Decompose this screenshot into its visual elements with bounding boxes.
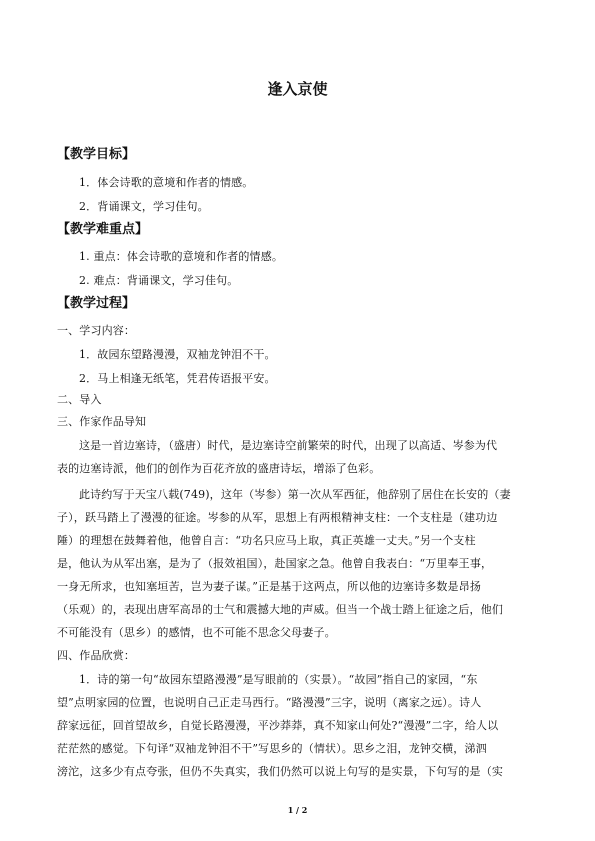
paragraph-line: 不可能没有（思乡）的感情，也不可能不思念父母妻子。 — [57, 626, 336, 639]
process-heading: 四、作品欣赏： — [57, 649, 136, 662]
paragraph-line: 陲）的理想在鼓舞着他，他曾自言：“功名只应马上取，真正英雄一丈夫。”另一个支柱 — [57, 534, 476, 547]
section-heading-goals: 【教学目标】 — [57, 147, 136, 162]
paragraph-line: 这是一首边塞诗，（盛唐）时代，是边塞诗空前繁荣的时代，出现了以高适、岑参为代 — [79, 439, 498, 452]
page-number: 1 / 2 — [287, 805, 308, 815]
section-heading-key-points: 【教学难重点】 — [57, 222, 149, 237]
goal-item: 2．背诵课文，学习佳句。 — [79, 200, 209, 213]
process-heading: 三、作家作品导知 — [57, 415, 147, 428]
paragraph-line: 滂沱，这多少有点夸张，但仍不失真实，我们仍然可以说上句写的是实景，下句写的是（实 — [57, 765, 503, 778]
paragraph-line: 此诗约写于天宝八载(749)，这年（岑参）第一次从军西征，他辞别了居住在长安的（妻 — [79, 488, 511, 501]
poem-line: 1．故园东望路漫漫，双袖龙钟泪不干。 — [79, 348, 276, 361]
paragraph-line: 表的边塞诗派，他们的创作为百花齐放的盛唐诗坛，增添了色彩。 — [57, 462, 381, 475]
page-title: 逢入京使 — [267, 80, 328, 98]
paragraph-line: 辞家远征，回首望故乡，自觉长路漫漫，平沙莽莽，真不知家山何处?“漫漫”二字，给人以 — [57, 719, 499, 732]
poem-line: 2．马上相逢无纸笔，凭君传语报平安。 — [79, 372, 276, 385]
key-point-item: 1. 重点：体会诗歌的意境和作者的情感。 — [79, 250, 283, 263]
key-point-item: 2. 难点：背诵课文，学习佳句。 — [79, 274, 239, 287]
goal-item: 1．体会诗歌的意境和作者的情感。 — [79, 176, 254, 189]
process-heading: 一、学习内容： — [57, 324, 136, 337]
section-heading-process: 【教学过程】 — [57, 296, 136, 311]
paragraph-line: 子），跃马踏上了漫漫的征途。岑参的从军，思想上有两根精神支柱：一个支柱是（建功边 — [57, 511, 498, 524]
paragraph-line: （乐观）的，表现出唐军高昂的士气和震撼大地的声威。但当一个战士踏上征途之后，他们 — [57, 603, 503, 616]
paragraph-line: 望”点明家园的位置，也说明自己正走马西行。“路漫漫”三字，说明（离家之远）。诗人 — [57, 696, 482, 709]
paragraph-line: 茫茫然的感觉。下句译“双袖龙钟泪不干”写思乡的（情状）。思乡之泪，龙钟交横，涕泗 — [57, 742, 487, 755]
paragraph-line: 是，他认为从军出塞，是为了（报效祖国），赴国家之急。他曾自我表白：“万里奉王事， — [57, 557, 493, 570]
process-heading: 二、导入 — [57, 393, 102, 406]
paragraph-line: 一身无所求，也知塞垣苦，岂为妻子谋。”正是基于这两点，所以他的边塞诗多数是昂扬 — [57, 580, 481, 593]
paragraph-line: 1．诗的第一句“故园东望路漫漫”是写眼前的（实景）。“故园”指自己的家园，“东 — [79, 673, 478, 686]
